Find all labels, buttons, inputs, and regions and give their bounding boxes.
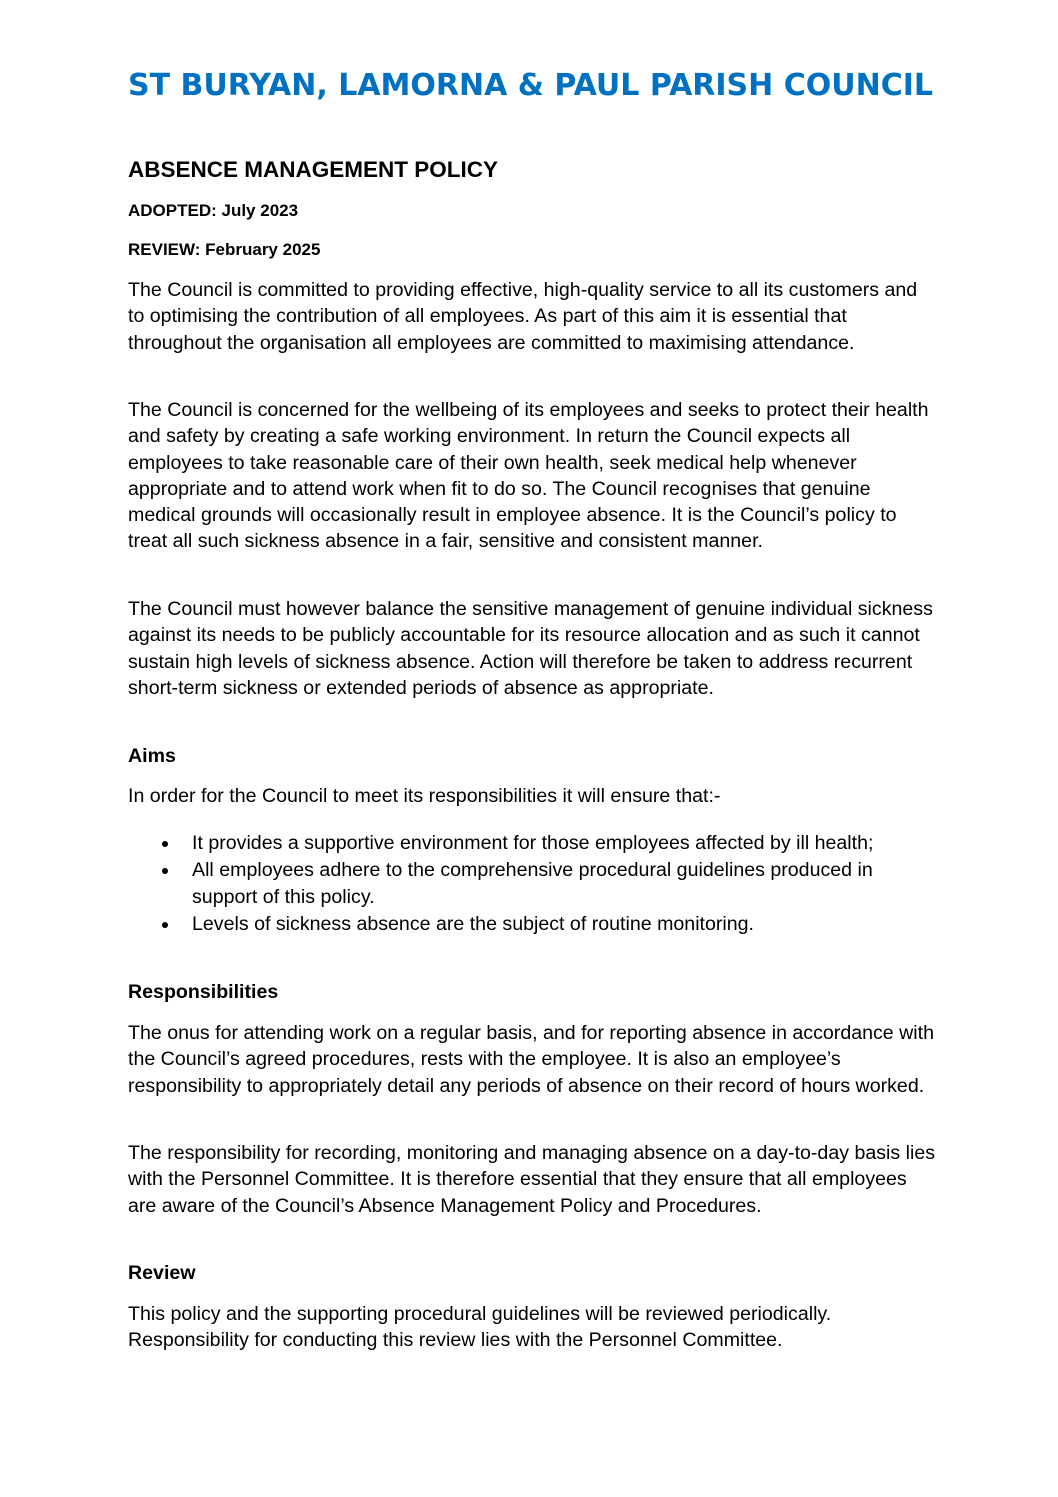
list-item	[128, 911, 928, 937]
list-item	[128, 857, 928, 910]
list-item-text: Levels of sickness absence are the subject of routine monitoring.	[192, 912, 754, 935]
bullet-icon	[162, 841, 168, 847]
intro-paragraph-3: The Council must however balance the sensitive management of genuine individual sickness against its needs to be publicly accountable for its resource allocation and as such it cannot sustain high levels of sickness absence. Action will therefore be taken to address recurrent short-term sickness or extended periods of absence as appropriate.	[128, 598, 933, 699]
intro-paragraph-2: The Council is concerned for the wellbeing of its employees and seeks to protect their health and safety by creating a safe working environment. In return the Council expects all employees to take reasonable care of their own health, seek medical help whenever appropriate and to attend work when fit to do so. The Council recognises that genuine medical grounds will occasionally result in employee absence. It is the Council’s policy to treat all such sickness absence in a fair, sensitive and consistent manner.	[128, 399, 929, 553]
intro-paragraph-1: The Council is committed to providing effective, high-quality service to all its customers and to optimising the contribution of all employees. As part of this aim it is essential that throughout the organisation all employees are committed to maximising attendance.	[128, 279, 918, 354]
list-item	[128, 830, 928, 856]
responsibilities-paragraph-1: The onus for attending work on a regular basis, and for reporting absence in accordance with the Council’s agreed procedures, rests with the employee. It is also an employee’s responsibility to appropriately detail any periods of absence on their record of hours worked.	[128, 1022, 934, 1097]
responsibilities-paragraph-2: The responsibility for recording, monitoring and managing absence on a day-to-day basis lies with the Personnel Committee. It is therefore essential that they ensure that all employees are aware of the Council’s Absence Management Policy and Procedures.	[128, 1142, 936, 1217]
list-item-text: It provides a supportive environment for those employees affected by ill health;	[192, 832, 874, 854]
bullet-icon	[162, 922, 168, 928]
review-paragraph: This policy and the supporting procedural guidelines will be reviewed periodically. Responsibility for conducting this review lies with the Personnel Committee.	[128, 1303, 832, 1352]
bullet-icon	[162, 868, 168, 874]
adopted-date: ADOPTED: July 2023	[128, 201, 299, 220]
policy-title: ABSENCE MANAGEMENT POLICY	[128, 157, 499, 182]
review-date: REVIEW: February 2025	[128, 240, 321, 259]
aims-lead: In order for the Council to meet its responsibilities it will ensure that:-	[128, 785, 721, 807]
list-item-text: All employees adhere to the comprehensive procedural guidelines produced in support of this policy.	[192, 859, 873, 908]
review-heading: Review	[128, 1262, 196, 1284]
council-name-heading: ST BURYAN, LAMORNA & PAUL PARISH COUNCIL	[128, 68, 933, 103]
aims-list	[128, 830, 928, 938]
aims-heading: Aims	[128, 745, 176, 767]
responsibilities-heading: Responsibilities	[128, 981, 279, 1003]
